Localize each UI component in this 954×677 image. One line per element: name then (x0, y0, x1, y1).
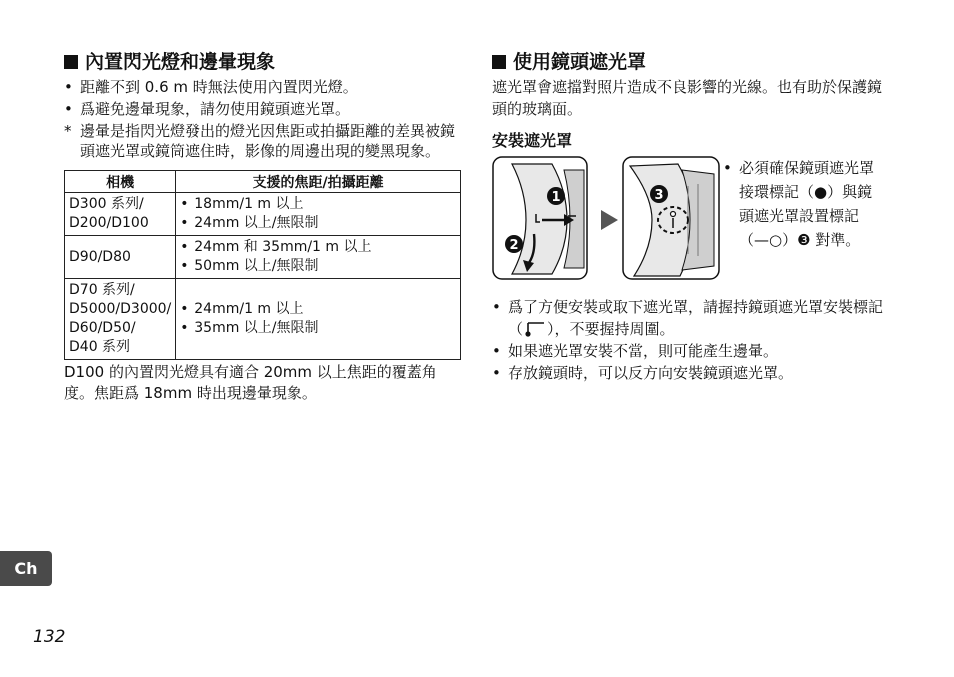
list-item: • 爲避免邊暈現象，請勿使用鏡頭遮光罩。 (64, 100, 351, 118)
list-item: • 如果遮光罩安裝不當，則可能產生邊暈。 (492, 342, 779, 360)
table-row (65, 236, 461, 279)
hood-usage-list (492, 296, 890, 384)
camera-cell: D70 系列/ D5000/D3000/ D60/D50/ D40 系列 (65, 279, 176, 360)
table-footnote: D100 的內置閃光燈具有適合 20mm 以上焦距的覆蓋角度。焦距爲 18mm 時出現邊暈現象。 (64, 363, 437, 402)
table-row (65, 193, 461, 236)
section-heading-lens-hood: 使用鏡頭遮光罩 (492, 50, 890, 74)
left-column (64, 50, 462, 404)
table-header-row (65, 171, 461, 193)
lens-hood-intro: 遮光罩會遮擋對照片造成不良影響的光線。也有助於保護鏡頭的玻璃面。 (492, 78, 883, 118)
list-item: • 距離不到 0.6 m 時無法使用內置閃光燈。 (64, 78, 358, 96)
table-row (65, 279, 461, 360)
camera-cell: D90/D80 (65, 236, 176, 279)
step-arrow-icon (601, 210, 618, 230)
hood-setting-mark (671, 212, 676, 217)
square-bullet-icon (492, 55, 506, 69)
list-item: • 爲了方便安裝或取下遮光罩，請握持鏡頭遮光罩安裝標記 （ ），不要握持周圍。 (492, 298, 884, 338)
callout-1: 1 (551, 190, 561, 205)
table-header-camera: 相機 (65, 171, 176, 193)
right-column (492, 50, 890, 384)
subheading-attach-hood: 安裝遮光罩 (492, 131, 573, 150)
table-header-range: 支援的焦距/拍攝距離 (176, 171, 461, 193)
figure-note: • 必須確保鏡頭遮光罩接環標記（●）與鏡頭遮光罩設置標記（—○）❸ 對準。 (723, 159, 875, 249)
vignetting-note: * 邊暈是指閃光燈發出的燈光因焦距或拍攝距離的差異被鏡頭遮光罩或鏡筒遮住時，影像的周邊出現的變黑現象。 (64, 122, 456, 160)
range-cell: • 24mm/1 m 以上 • 35mm 以上/無限制 (176, 279, 461, 360)
hood-attachment-illustration (492, 156, 724, 282)
camera-cell: D300 系列/ D200/D100 (65, 193, 176, 236)
callout-2: 2 (509, 238, 519, 253)
flash-compatibility-table (64, 170, 461, 360)
range-cell: • 18mm/1 m 以上 • 24mm 以上/無限制 (176, 193, 461, 236)
callout-3: 3 (654, 188, 664, 203)
list-item: • 存放鏡頭時，可以反方向安裝鏡頭遮光罩。 (492, 364, 794, 382)
range-cell: • 24mm 和 35mm/1 m 以上 • 50mm 以上/無限制 (176, 236, 461, 279)
square-bullet-icon (64, 55, 78, 69)
language-tab: Ch (0, 551, 52, 586)
hood-mounting-mark-icon (523, 321, 547, 337)
page-number: 132 (33, 627, 66, 647)
hood-attachment-figure (492, 156, 890, 282)
section-heading-flash-vignetting: 內置閃光燈和邊暈現象 (64, 50, 462, 74)
